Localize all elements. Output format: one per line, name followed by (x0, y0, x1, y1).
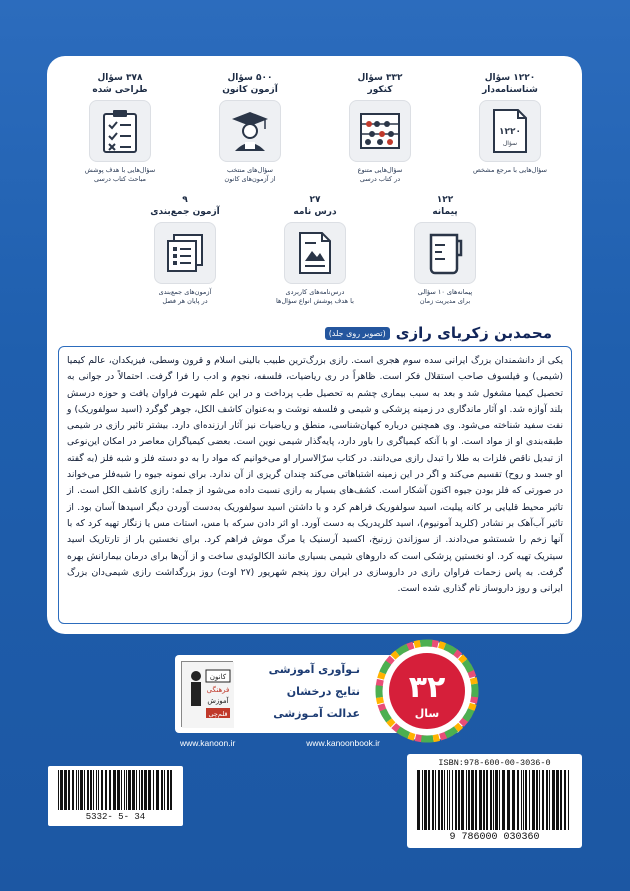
title-note: (تصویر روی جلد) (325, 327, 390, 340)
stat-count: ۲۷ (309, 195, 321, 205)
barcode-bars (407, 770, 582, 830)
stat-caption-2: با هدف پوشش انواع سؤال‌ها (276, 297, 354, 305)
stat-label: آزمون جمع‌بندی (150, 207, 220, 217)
checklist-icon (89, 100, 151, 162)
stat-darsnameh (260, 194, 370, 306)
stat-count: ۳۷۸ سؤال (97, 73, 143, 83)
icon-number: ۱۲۲۰ (499, 127, 521, 137)
promo-line-justice: عدالت آمـوزشی (273, 707, 360, 720)
logo-line: قلم‌چی (208, 710, 228, 718)
stat-peymaneh (390, 194, 500, 306)
stat-jambandi (130, 194, 240, 306)
badge-word: سال (414, 707, 440, 720)
stat-label: کنکور (367, 85, 393, 95)
isbn-barcode (407, 754, 582, 848)
badge-number: ۳۲ (408, 670, 446, 705)
kanoon-url[interactable]: www.kanoon.ir (180, 738, 236, 748)
biography-text: یکی از دانشمندان بزرگ ایرانی سده سوم هجری است. رازی بزرگ‌ترین طبیب بالینی اسلام و قرون وسطی، فیزیکدان، عالم کیمیا (شیمی) و فیلسوف صاحب استقلال فکر است. ظاهراً در ری ریاضیات، فلسفه، نجوم و ادب را فرا گرفت. احتمالاً در جوانی به تحصیل کیمیا مشغول شد و بعد به سبب بیماری چشم به تحصیل طب پرداخت و در این علم شهرت فراوان یافت و حوزه درسش بلند آوازه شد. او آثار ماندگاری در زمینه پزشکی و شیمی و فلسفه نوشت و به‌عنوان کاشف الکل، جوهر گوگرد (اسید سولفوریک) و نفت سفید شناخته می‌شود. وی همچنین درباره کیهان‌شناسی، منطق و ریاضیات نیز آثار ارزنده‌ای دارد. بیشتر تاثیر رازی در شیمی طبقه‌بندی او از مواد است. او با آنکه کیمیاگری را باور دارد، پایه‌گذار شیمی نوین است. بعضی کیمیاگران معاصر در امکان این‌نوعی از تبدیل ناقص فلزات به طلا را تبدل رازی می‌دانند. در کتاب سرّالاسرار او می‌خوانیم که مواد را به دو دسته فلز و شبه فلز (به گفته او جسد و روح) تقسیم می‌کند و اگر در این زمینه اشتباهاتی می‌کند چندان گریزی از آن ندارد. برای نمونه جیوه را شبه‌فلز می‌خواند در صورتی که فلز بودن جیوه اکنون آشکار است. کشف‌های بسیار به رازی نسبت داده می‌شود از جمله: رازی کاشف الکل است. از تاثیر محیط قلیایی بر کانه پیلیت، اسید سولفوریک فراهم کرد و با داشتن اسید سولفوریک به‌دست آوردن دیگر اسیدها آسان بود. از تاثیر آب‌آهک بر نشادر (کلرید آمونیوم)، اسید کلریدریک به دست آورد. او اثر دادن سرکه با مس، استات مس یا زنگار تهیه کرد که با آنها زخم را شستشو می‌دادند. از سوزاندن زرنیخ، اکسید آرسنیک یا مرگ موش فراهم کرد. برای نخستین بار از تارتاریک اسید سیتریک تهیه کرد. او نخستین پزشکی است که داروهای شیمی بسیاری مانند الکالوئیدی ساخت و از آن‌ها برای درمان بیمارانش بهره گرفت. به پاس زحمات فراوان رازی در داروسازی در ایران روز پنجم شهریور (۲۷ اوت) روز بزرگداشت رازی شیمی‌دان بزرگ ایرانی و روز داروساز نام گذاری شده است. (67, 355, 563, 595)
svg-text:سؤال: سؤال (502, 140, 518, 147)
stat-caption-2: در پایان هر فصل (162, 297, 208, 305)
stat-tarahi (65, 72, 175, 184)
stat-caption-2: برای مدیریت زمان (419, 297, 471, 305)
stat-count: ۹ (182, 195, 188, 205)
lesson-icon (284, 222, 346, 284)
stat-caption-2: در کتاب درسی (359, 175, 401, 183)
stat-caption-2: مباحث کتاب درسی (93, 175, 146, 183)
stat-label: آزمون کانون (222, 85, 278, 95)
barcode-bars (48, 770, 183, 814)
summary-test-icon (154, 222, 216, 284)
stat-label: درس نامه (293, 207, 337, 217)
kanoonbook-url[interactable]: www.kanoonbook.ir (306, 738, 380, 748)
stat-label: طراحی شده (92, 85, 148, 95)
beaker-icon (414, 222, 476, 284)
biography-box (58, 346, 572, 624)
stat-count: ۱۲۲۰ سؤال (484, 73, 536, 83)
stat-label: شناسنامه‌دار (482, 85, 538, 95)
barcode-digits: 9 786000 030360 (449, 832, 540, 843)
price-barcode (48, 766, 183, 826)
document-1220-icon (479, 100, 541, 162)
stat-label: پیمانه (432, 207, 458, 217)
barcode-digits: 5332- 5- 34 (85, 812, 146, 822)
stat-caption: سؤال‌هایی متنوع (357, 166, 403, 174)
stat-azmoon-kanoon (195, 72, 305, 184)
stat-caption: سؤال‌های منتخب (227, 166, 273, 174)
stat-count: ۵۰۰ سؤال (227, 73, 273, 83)
promo-line-innovation: نـوآوری آموزشی (268, 663, 360, 676)
anniversary-badge (372, 636, 482, 746)
logo-line: فرهنگی (206, 686, 230, 694)
kanoon-logo (181, 661, 233, 727)
stat-shenasnameh (455, 72, 565, 175)
logo-line: کانون (209, 673, 227, 681)
stat-caption: سؤال‌هایی با مرجع مشخص (473, 166, 547, 174)
stat-konkur (325, 72, 435, 184)
logo-line: آموزش (207, 697, 229, 705)
stat-count: ۱۲۲ (436, 195, 454, 205)
stat-caption: پیمانه‌های ۱۰ سؤالی (417, 288, 473, 296)
isbn-text: ISBN:978-600-00-3036-0 (438, 758, 551, 768)
stat-count: ۳۳۲ سؤال (357, 73, 403, 83)
stat-caption: درس‌نامه‌های کاربردی (285, 288, 345, 296)
graduate-icon (219, 100, 281, 162)
page-title: محمدبن زکریای رازی (395, 324, 552, 342)
stat-caption: سؤال‌هایی با هدف پوشش (84, 166, 156, 174)
abacus-icon (349, 100, 411, 162)
promo-line-results: نتایج درخشان (286, 685, 360, 698)
biography-title (290, 322, 552, 344)
stat-caption-2: از آزمون‌های کانون (224, 175, 276, 183)
website-links (180, 738, 380, 750)
stat-caption: آزمون‌های جمع‌بندی (158, 288, 212, 296)
